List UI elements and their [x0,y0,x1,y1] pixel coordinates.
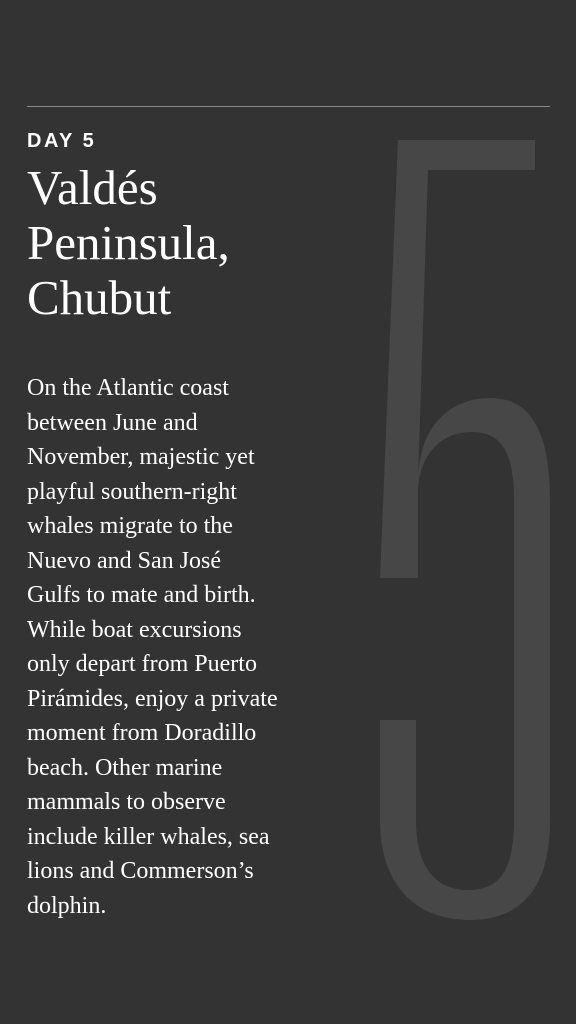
body-line: include killer whales, sea [27,823,270,850]
destination-title [27,160,357,325]
body-line: While boat excursions [27,616,242,643]
title-line: Peninsula, [27,215,230,270]
body-line: moment from Doradillo [27,720,257,746]
body-line: whales migrate to the [27,513,233,539]
body-line: between June and [27,409,198,436]
destination-description [27,371,347,923]
body-line: November, majestic yet [27,444,255,470]
body-line: Pirámides, enjoy a private [27,685,278,712]
body-line: playful southern-right [27,478,237,505]
body-line: beach. Other marine [27,754,223,781]
body-line: dolphin. [27,892,107,919]
body-line: Nuevo and San José [27,547,221,574]
body-line: Gulfs to mate and birth. [27,582,256,608]
title-line: Valdés [27,160,158,215]
numeral-5-graphic [360,120,570,940]
day-number-numeral [360,120,570,940]
body-line: lions and Commerson’s [27,858,254,884]
title-line: Chubut [27,270,172,325]
body-line: On the Atlantic coast [27,375,229,401]
top-divider [27,106,550,107]
day-label: DAY 5 [27,130,97,152]
body-line: only depart from Puerto [27,651,257,677]
body-line: mammals to observe [27,789,226,815]
